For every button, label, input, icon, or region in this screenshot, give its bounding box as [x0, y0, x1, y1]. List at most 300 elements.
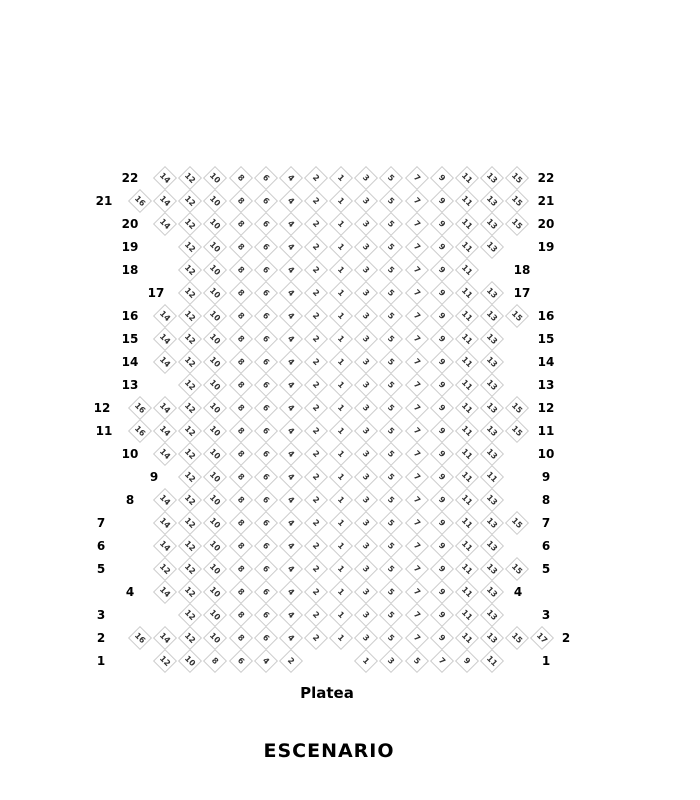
seat-row1-1[interactable]: 1	[354, 649, 378, 673]
seat-row12-9[interactable]: 9	[430, 396, 454, 420]
seat-row5-12[interactable]: 12	[178, 557, 202, 581]
seat-row7-6[interactable]: 6	[254, 511, 278, 535]
seat-row16-13[interactable]: 13	[480, 304, 504, 328]
seat-row10-11[interactable]: 11	[455, 442, 479, 466]
seat-row20-13[interactable]: 13	[480, 212, 504, 236]
seat-row1-2[interactable]: 2	[279, 649, 303, 673]
seat-row17-9[interactable]: 9	[430, 281, 454, 305]
seat-row4-2[interactable]: 2	[304, 580, 328, 604]
seat-row10-8[interactable]: 8	[229, 442, 253, 466]
seat-row17-6[interactable]: 6	[254, 281, 278, 305]
seat-row8-6[interactable]: 6	[254, 488, 278, 512]
seat-row18-12[interactable]: 12	[178, 258, 202, 282]
seat-row6-2[interactable]: 2	[304, 534, 328, 558]
seat-row3-4[interactable]: 4	[279, 603, 303, 627]
seat-row18-2[interactable]: 2	[304, 258, 328, 282]
seat-row14-3[interactable]: 3	[354, 350, 378, 374]
seat-row6-12[interactable]: 12	[178, 534, 202, 558]
seat-row8-4[interactable]: 4	[279, 488, 303, 512]
seat-row9-11[interactable]: 11	[480, 465, 504, 489]
seat-row8-9[interactable]: 9	[430, 488, 454, 512]
seat-row10-1[interactable]: 1	[329, 442, 353, 466]
seat-row16-2[interactable]: 2	[304, 304, 328, 328]
seat-row19-2[interactable]: 2	[304, 235, 328, 259]
seat-row21-8[interactable]: 8	[229, 189, 253, 213]
seat-row5-9[interactable]: 9	[430, 557, 454, 581]
seat-row13-1[interactable]: 1	[329, 373, 353, 397]
seat-row10-9[interactable]: 9	[430, 442, 454, 466]
seat-row10-12[interactable]: 12	[178, 442, 202, 466]
seat-row19-10[interactable]: 10	[203, 235, 227, 259]
seat-row18-11[interactable]: 11	[455, 258, 479, 282]
seat-row10-14[interactable]: 14	[153, 442, 177, 466]
seat-row14-1[interactable]: 1	[329, 350, 353, 374]
seat-row16-11[interactable]: 11	[455, 304, 479, 328]
seat-row4-11[interactable]: 11	[455, 580, 479, 604]
seat-row16-1[interactable]: 1	[329, 304, 353, 328]
seat-row3-7[interactable]: 7	[405, 603, 429, 627]
seat-row1-7[interactable]: 7	[430, 649, 454, 673]
seat-row15-13[interactable]: 13	[480, 327, 504, 351]
seat-row13-2[interactable]: 2	[304, 373, 328, 397]
seat-row21-11[interactable]: 11	[455, 189, 479, 213]
seat-row11-16[interactable]: 16	[128, 419, 152, 443]
seat-row14-4[interactable]: 4	[279, 350, 303, 374]
seat-row16-10[interactable]: 10	[203, 304, 227, 328]
seat-row4-12[interactable]: 12	[178, 580, 202, 604]
seat-row17-3[interactable]: 3	[354, 281, 378, 305]
seat-row18-9[interactable]: 9	[430, 258, 454, 282]
seat-row11-14[interactable]: 14	[153, 419, 177, 443]
seat-row19-8[interactable]: 8	[229, 235, 253, 259]
seat-row13-9[interactable]: 9	[430, 373, 454, 397]
seat-row20-3[interactable]: 3	[354, 212, 378, 236]
seat-row4-4[interactable]: 4	[279, 580, 303, 604]
seat-row22-13[interactable]: 13	[480, 166, 504, 190]
seat-row12-14[interactable]: 14	[153, 396, 177, 420]
seat-row11-11[interactable]: 11	[455, 419, 479, 443]
seat-row14-6[interactable]: 6	[254, 350, 278, 374]
seat-row3-9[interactable]: 9	[430, 603, 454, 627]
seat-row8-7[interactable]: 7	[405, 488, 429, 512]
seat-row7-14[interactable]: 14	[153, 511, 177, 535]
seat-row11-7[interactable]: 7	[405, 419, 429, 443]
seat-row22-15[interactable]: 15	[505, 166, 529, 190]
seat-row9-11[interactable]: 11	[455, 465, 479, 489]
seat-row2-4[interactable]: 4	[279, 626, 303, 650]
seat-row9-6[interactable]: 6	[254, 465, 278, 489]
seat-row22-11[interactable]: 11	[455, 166, 479, 190]
seat-row5-13[interactable]: 13	[480, 557, 504, 581]
seat-row11-8[interactable]: 8	[229, 419, 253, 443]
seat-row9-10[interactable]: 10	[203, 465, 227, 489]
seat-row2-13[interactable]: 13	[480, 626, 504, 650]
seat-row22-14[interactable]: 14	[153, 166, 177, 190]
seat-row12-3[interactable]: 3	[354, 396, 378, 420]
seat-row21-2[interactable]: 2	[304, 189, 328, 213]
seat-row11-13[interactable]: 13	[480, 419, 504, 443]
seat-row9-3[interactable]: 3	[354, 465, 378, 489]
seat-row17-10[interactable]: 10	[203, 281, 227, 305]
seat-row9-1[interactable]: 1	[329, 465, 353, 489]
seat-row14-2[interactable]: 2	[304, 350, 328, 374]
seat-row4-10[interactable]: 10	[203, 580, 227, 604]
seat-row19-5[interactable]: 5	[379, 235, 403, 259]
seat-row20-11[interactable]: 11	[455, 212, 479, 236]
seat-row8-13[interactable]: 13	[480, 488, 504, 512]
seat-row1-5[interactable]: 5	[405, 649, 429, 673]
seat-row1-11[interactable]: 11	[480, 649, 504, 673]
seat-row21-3[interactable]: 3	[354, 189, 378, 213]
seat-row20-8[interactable]: 8	[229, 212, 253, 236]
seat-row6-9[interactable]: 9	[430, 534, 454, 558]
seat-row1-4[interactable]: 4	[254, 649, 278, 673]
seat-row18-5[interactable]: 5	[379, 258, 403, 282]
seat-row11-6[interactable]: 6	[254, 419, 278, 443]
seat-row13-4[interactable]: 4	[279, 373, 303, 397]
seat-row11-12[interactable]: 12	[178, 419, 202, 443]
seat-row5-5[interactable]: 5	[379, 557, 403, 581]
seat-row7-10[interactable]: 10	[203, 511, 227, 535]
seat-row21-1[interactable]: 1	[329, 189, 353, 213]
seat-row7-2[interactable]: 2	[304, 511, 328, 535]
seat-row22-8[interactable]: 8	[229, 166, 253, 190]
seat-row8-10[interactable]: 10	[203, 488, 227, 512]
seat-row1-10[interactable]: 10	[178, 649, 202, 673]
seat-row17-13[interactable]: 13	[480, 281, 504, 305]
seat-row18-3[interactable]: 3	[354, 258, 378, 282]
seat-row12-7[interactable]: 7	[405, 396, 429, 420]
seat-row22-7[interactable]: 7	[405, 166, 429, 190]
seat-row1-6[interactable]: 6	[229, 649, 253, 673]
seat-row6-11[interactable]: 11	[455, 534, 479, 558]
seat-row6-1[interactable]: 1	[329, 534, 353, 558]
seat-row13-10[interactable]: 10	[203, 373, 227, 397]
seat-row10-5[interactable]: 5	[379, 442, 403, 466]
seat-row22-9[interactable]: 9	[430, 166, 454, 190]
seat-row17-11[interactable]: 11	[455, 281, 479, 305]
seat-row13-12[interactable]: 12	[178, 373, 202, 397]
seat-row17-7[interactable]: 7	[405, 281, 429, 305]
seat-row4-6[interactable]: 6	[254, 580, 278, 604]
seat-row16-12[interactable]: 12	[178, 304, 202, 328]
seat-row15-11[interactable]: 11	[455, 327, 479, 351]
seat-row7-12[interactable]: 12	[178, 511, 202, 535]
seat-row21-12[interactable]: 12	[178, 189, 202, 213]
seat-row19-13[interactable]: 13	[480, 235, 504, 259]
seat-row5-7[interactable]: 7	[405, 557, 429, 581]
seat-row12-16[interactable]: 16	[128, 396, 152, 420]
seat-row9-12[interactable]: 12	[178, 465, 202, 489]
seat-row10-6[interactable]: 6	[254, 442, 278, 466]
seat-row10-3[interactable]: 3	[354, 442, 378, 466]
seat-row11-1[interactable]: 1	[329, 419, 353, 443]
seat-row9-4[interactable]: 4	[279, 465, 303, 489]
seat-row7-8[interactable]: 8	[229, 511, 253, 535]
seat-row4-1[interactable]: 1	[329, 580, 353, 604]
seat-row15-3[interactable]: 3	[354, 327, 378, 351]
seat-row1-12[interactable]: 12	[153, 649, 177, 673]
seat-row5-8[interactable]: 8	[229, 557, 253, 581]
seat-row3-3[interactable]: 3	[354, 603, 378, 627]
seat-row14-10[interactable]: 10	[203, 350, 227, 374]
seat-row22-3[interactable]: 3	[354, 166, 378, 190]
seat-row12-4[interactable]: 4	[279, 396, 303, 420]
seat-row6-7[interactable]: 7	[405, 534, 429, 558]
seat-row5-6[interactable]: 6	[254, 557, 278, 581]
seat-row9-7[interactable]: 7	[405, 465, 429, 489]
seat-row15-7[interactable]: 7	[405, 327, 429, 351]
seat-row7-11[interactable]: 11	[455, 511, 479, 535]
seat-row11-10[interactable]: 10	[203, 419, 227, 443]
seat-row16-7[interactable]: 7	[405, 304, 429, 328]
seat-row7-9[interactable]: 9	[430, 511, 454, 535]
seat-row15-1[interactable]: 1	[329, 327, 353, 351]
seat-row1-8[interactable]: 8	[203, 649, 227, 673]
seat-row20-5[interactable]: 5	[379, 212, 403, 236]
seat-row14-11[interactable]: 11	[455, 350, 479, 374]
seat-row21-5[interactable]: 5	[379, 189, 403, 213]
seat-row11-3[interactable]: 3	[354, 419, 378, 443]
seat-row7-15[interactable]: 15	[505, 511, 529, 535]
seat-row2-3[interactable]: 3	[354, 626, 378, 650]
seat-row18-1[interactable]: 1	[329, 258, 353, 282]
seat-row8-14[interactable]: 14	[153, 488, 177, 512]
seat-row2-12[interactable]: 12	[178, 626, 202, 650]
seat-row22-5[interactable]: 5	[379, 166, 403, 190]
seat-row13-6[interactable]: 6	[254, 373, 278, 397]
seat-row21-13[interactable]: 13	[480, 189, 504, 213]
seat-row10-2[interactable]: 2	[304, 442, 328, 466]
seat-row5-15[interactable]: 15	[505, 557, 529, 581]
seat-row2-7[interactable]: 7	[405, 626, 429, 650]
seat-row21-16[interactable]: 16	[128, 189, 152, 213]
seat-row19-11[interactable]: 11	[455, 235, 479, 259]
seat-row8-1[interactable]: 1	[329, 488, 353, 512]
seat-row6-5[interactable]: 5	[379, 534, 403, 558]
seat-row2-8[interactable]: 8	[229, 626, 253, 650]
seat-row22-2[interactable]: 2	[304, 166, 328, 190]
seat-row12-15[interactable]: 15	[505, 396, 529, 420]
seat-row11-2[interactable]: 2	[304, 419, 328, 443]
seat-row21-15[interactable]: 15	[505, 189, 529, 213]
seat-row10-10[interactable]: 10	[203, 442, 227, 466]
seat-row4-14[interactable]: 14	[153, 580, 177, 604]
seat-row2-17[interactable]: 17	[530, 626, 554, 650]
seat-row13-5[interactable]: 5	[379, 373, 403, 397]
seat-row1-9[interactable]: 9	[455, 649, 479, 673]
seat-row4-7[interactable]: 7	[405, 580, 429, 604]
seat-row15-9[interactable]: 9	[430, 327, 454, 351]
seat-row6-6[interactable]: 6	[254, 534, 278, 558]
seat-row13-13[interactable]: 13	[480, 373, 504, 397]
seat-row15-12[interactable]: 12	[178, 327, 202, 351]
seat-row5-12[interactable]: 12	[153, 557, 177, 581]
seat-row19-4[interactable]: 4	[279, 235, 303, 259]
seat-row12-1[interactable]: 1	[329, 396, 353, 420]
seat-row15-6[interactable]: 6	[254, 327, 278, 351]
seat-row2-6[interactable]: 6	[254, 626, 278, 650]
seat-row11-4[interactable]: 4	[279, 419, 303, 443]
seat-row5-10[interactable]: 10	[203, 557, 227, 581]
seat-row20-14[interactable]: 14	[153, 212, 177, 236]
seat-row14-9[interactable]: 9	[430, 350, 454, 374]
seat-row6-10[interactable]: 10	[203, 534, 227, 558]
seat-row22-4[interactable]: 4	[279, 166, 303, 190]
seat-row20-10[interactable]: 10	[203, 212, 227, 236]
seat-row5-11[interactable]: 11	[455, 557, 479, 581]
seat-row3-5[interactable]: 5	[379, 603, 403, 627]
seat-row10-7[interactable]: 7	[405, 442, 429, 466]
seat-row22-6[interactable]: 6	[254, 166, 278, 190]
seat-row18-7[interactable]: 7	[405, 258, 429, 282]
seat-row19-7[interactable]: 7	[405, 235, 429, 259]
seat-row2-15[interactable]: 15	[505, 626, 529, 650]
seat-row6-4[interactable]: 4	[279, 534, 303, 558]
seat-row18-10[interactable]: 10	[203, 258, 227, 282]
seat-row4-3[interactable]: 3	[354, 580, 378, 604]
seat-row19-9[interactable]: 9	[430, 235, 454, 259]
seat-row3-6[interactable]: 6	[254, 603, 278, 627]
seat-row8-3[interactable]: 3	[354, 488, 378, 512]
seat-row17-4[interactable]: 4	[279, 281, 303, 305]
seat-row6-13[interactable]: 13	[480, 534, 504, 558]
seat-row8-11[interactable]: 11	[455, 488, 479, 512]
seat-row5-2[interactable]: 2	[304, 557, 328, 581]
seat-row2-11[interactable]: 11	[455, 626, 479, 650]
seat-row7-7[interactable]: 7	[405, 511, 429, 535]
seat-row22-12[interactable]: 12	[178, 166, 202, 190]
seat-row12-13[interactable]: 13	[480, 396, 504, 420]
seat-row20-2[interactable]: 2	[304, 212, 328, 236]
seat-row20-7[interactable]: 7	[405, 212, 429, 236]
seat-row19-6[interactable]: 6	[254, 235, 278, 259]
seat-row17-2[interactable]: 2	[304, 281, 328, 305]
seat-row15-8[interactable]: 8	[229, 327, 253, 351]
seat-row2-5[interactable]: 5	[379, 626, 403, 650]
seat-row14-7[interactable]: 7	[405, 350, 429, 374]
seat-row9-9[interactable]: 9	[430, 465, 454, 489]
seat-row16-3[interactable]: 3	[354, 304, 378, 328]
seat-row12-10[interactable]: 10	[203, 396, 227, 420]
seat-row7-4[interactable]: 4	[279, 511, 303, 535]
seat-row12-11[interactable]: 11	[455, 396, 479, 420]
seat-row3-11[interactable]: 11	[455, 603, 479, 627]
seat-row8-2[interactable]: 2	[304, 488, 328, 512]
seat-row18-6[interactable]: 6	[254, 258, 278, 282]
seat-row21-9[interactable]: 9	[430, 189, 454, 213]
seat-row12-5[interactable]: 5	[379, 396, 403, 420]
seat-row15-10[interactable]: 10	[203, 327, 227, 351]
seat-row13-11[interactable]: 11	[455, 373, 479, 397]
seat-row16-4[interactable]: 4	[279, 304, 303, 328]
seat-row19-3[interactable]: 3	[354, 235, 378, 259]
seat-row15-2[interactable]: 2	[304, 327, 328, 351]
seat-row13-3[interactable]: 3	[354, 373, 378, 397]
seat-row5-4[interactable]: 4	[279, 557, 303, 581]
seat-row8-8[interactable]: 8	[229, 488, 253, 512]
seat-row11-15[interactable]: 15	[505, 419, 529, 443]
seat-row9-8[interactable]: 8	[229, 465, 253, 489]
seat-row7-5[interactable]: 5	[379, 511, 403, 535]
seat-row20-4[interactable]: 4	[279, 212, 303, 236]
seat-row21-7[interactable]: 7	[405, 189, 429, 213]
seat-row21-4[interactable]: 4	[279, 189, 303, 213]
seat-row18-8[interactable]: 8	[229, 258, 253, 282]
seat-row2-14[interactable]: 14	[153, 626, 177, 650]
seat-row20-1[interactable]: 1	[329, 212, 353, 236]
seat-row4-9[interactable]: 9	[430, 580, 454, 604]
seat-row16-9[interactable]: 9	[430, 304, 454, 328]
seat-row16-15[interactable]: 15	[505, 304, 529, 328]
seat-row12-2[interactable]: 2	[304, 396, 328, 420]
seat-row2-10[interactable]: 10	[203, 626, 227, 650]
seat-row6-3[interactable]: 3	[354, 534, 378, 558]
seat-row14-5[interactable]: 5	[379, 350, 403, 374]
seat-row8-5[interactable]: 5	[379, 488, 403, 512]
seat-row18-4[interactable]: 4	[279, 258, 303, 282]
seat-row20-9[interactable]: 9	[430, 212, 454, 236]
seat-row14-13[interactable]: 13	[480, 350, 504, 374]
seat-row10-4[interactable]: 4	[279, 442, 303, 466]
seat-row21-10[interactable]: 10	[203, 189, 227, 213]
seat-row15-14[interactable]: 14	[153, 327, 177, 351]
seat-row7-13[interactable]: 13	[480, 511, 504, 535]
seat-row2-2[interactable]: 2	[304, 626, 328, 650]
seat-row9-2[interactable]: 2	[304, 465, 328, 489]
seat-row17-1[interactable]: 1	[329, 281, 353, 305]
seat-row10-13[interactable]: 13	[480, 442, 504, 466]
seat-row21-14[interactable]: 14	[153, 189, 177, 213]
seat-row17-12[interactable]: 12	[178, 281, 202, 305]
seat-row17-5[interactable]: 5	[379, 281, 403, 305]
seat-row1-3[interactable]: 3	[379, 649, 403, 673]
seat-row3-2[interactable]: 2	[304, 603, 328, 627]
seat-row11-9[interactable]: 9	[430, 419, 454, 443]
seat-row4-5[interactable]: 5	[379, 580, 403, 604]
seat-row14-8[interactable]: 8	[229, 350, 253, 374]
seat-row16-8[interactable]: 8	[229, 304, 253, 328]
seat-row13-8[interactable]: 8	[229, 373, 253, 397]
seat-row2-9[interactable]: 9	[430, 626, 454, 650]
seat-row16-5[interactable]: 5	[379, 304, 403, 328]
seat-row5-3[interactable]: 3	[354, 557, 378, 581]
seat-row15-5[interactable]: 5	[379, 327, 403, 351]
seat-row12-12[interactable]: 12	[178, 396, 202, 420]
seat-row20-15[interactable]: 15	[505, 212, 529, 236]
seat-row6-8[interactable]: 8	[229, 534, 253, 558]
seat-row17-8[interactable]: 8	[229, 281, 253, 305]
seat-row15-4[interactable]: 4	[279, 327, 303, 351]
seat-row3-10[interactable]: 10	[203, 603, 227, 627]
seat-row12-8[interactable]: 8	[229, 396, 253, 420]
seat-row21-6[interactable]: 6	[254, 189, 278, 213]
seat-row11-5[interactable]: 5	[379, 419, 403, 443]
seat-row12-6[interactable]: 6	[254, 396, 278, 420]
seat-row19-1[interactable]: 1	[329, 235, 353, 259]
seat-row6-14[interactable]: 14	[153, 534, 177, 558]
seat-row2-16[interactable]: 16	[128, 626, 152, 650]
seat-row8-12[interactable]: 12	[178, 488, 202, 512]
seat-row3-13[interactable]: 13	[480, 603, 504, 627]
seat-row20-12[interactable]: 12	[178, 212, 202, 236]
seat-row7-3[interactable]: 3	[354, 511, 378, 535]
seat-row16-14[interactable]: 14	[153, 304, 177, 328]
seat-row2-1[interactable]: 1	[329, 626, 353, 650]
seat-row4-8[interactable]: 8	[229, 580, 253, 604]
seat-row22-10[interactable]: 10	[203, 166, 227, 190]
seat-row19-12[interactable]: 12	[178, 235, 202, 259]
